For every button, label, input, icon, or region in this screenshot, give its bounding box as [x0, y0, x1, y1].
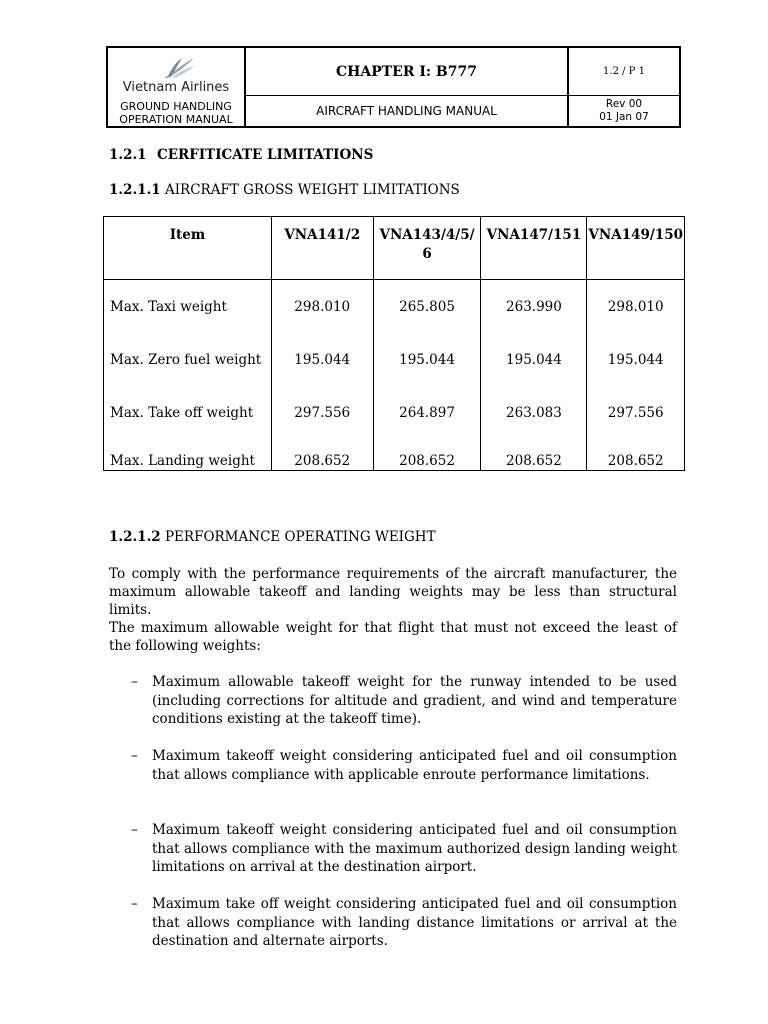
section-number: 1.2.1.2 — [109, 529, 161, 545]
table-header-cell: VNA147/151 — [481, 217, 587, 280]
table-cell: 195.044 — [271, 333, 373, 386]
paragraph: The maximum allowable weight for that flight that must not exceed the least of the following weights: — [109, 620, 677, 654]
table-header-cell: VNA141/2 — [271, 217, 373, 280]
table-cell: 208.652 — [481, 439, 587, 471]
table-cell: 208.652 — [373, 439, 481, 471]
table-cell: 297.556 — [271, 386, 373, 439]
list-item-text: Maximum takeoff weight considering anticipated fuel and oil consumption that allows compliance with the maximum authorized design landing weight limitations on arrival at the destination airport. — [152, 822, 677, 875]
table-cell: 264.897 — [373, 386, 481, 439]
table-cell: 195.044 — [587, 333, 685, 386]
table-cell: 265.805 — [373, 280, 481, 334]
table-header-cell: VNA143/4/5/ 6 — [373, 217, 481, 280]
table-cell: 298.010 — [587, 280, 685, 334]
table-cell: 208.652 — [587, 439, 685, 471]
table-row — [104, 333, 685, 386]
section-heading-1-2-1-1 — [109, 182, 460, 198]
table-row-label: Max. Taxi weight — [104, 280, 272, 334]
logo-cell — [108, 48, 246, 126]
table-cell: 298.010 — [271, 280, 373, 334]
manual-name-line2: OPERATION MANUAL — [119, 113, 233, 126]
table-cell: 263.990 — [481, 280, 587, 334]
logo-text: Vietnam Airlines — [122, 80, 230, 95]
list-item — [131, 895, 677, 951]
page-reference: 1.2 / P 1 — [569, 48, 679, 96]
table-cell: 297.556 — [587, 386, 685, 439]
table-cell: 195.044 — [481, 333, 587, 386]
bullet-dash: – — [131, 748, 138, 764]
table-row — [104, 280, 685, 334]
bullet-dash: – — [131, 896, 138, 912]
table-header-row — [104, 217, 685, 280]
table-header-cell: VNA149/150 — [587, 217, 685, 280]
bullet-dash: – — [131, 822, 138, 838]
revision-info — [569, 96, 679, 126]
gross-weight-table — [103, 216, 685, 471]
table-cell: 263.083 — [481, 386, 587, 439]
chapter-title: CHAPTER I: B777 — [246, 48, 569, 96]
section-title: AIRCRAFT GROSS WEIGHT LIMITATIONS — [160, 182, 460, 198]
section-number: 1.2.1 — [109, 147, 147, 163]
revision: Rev 00 — [605, 98, 643, 110]
list-item-text: Maximum allowable takeoff weight for the runway intended to be used (including corrections for altitude and gradient, and wind and temperature conditions existing at the takeoff time). — [152, 674, 677, 727]
manual-name-line1: GROUND HANDLING — [120, 100, 232, 113]
table-row-label: Max. Landing weight — [104, 439, 272, 471]
manual-name — [108, 100, 244, 126]
table-cell: 195.044 — [373, 333, 481, 386]
table-cell: 208.652 — [271, 439, 373, 471]
section-number: 1.2.1.1 — [109, 182, 161, 198]
section-title: PERFORMANCE OPERATING WEIGHT — [160, 529, 436, 545]
paragraph: To comply with the performance requirements of the aircraft manufacturer, the maximum allowable takeoff and landing weights may be less than structural limits. — [109, 566, 677, 618]
table-row-label: Max. Zero fuel weight — [104, 333, 272, 386]
list-item — [131, 821, 677, 877]
revision-date: 01 Jan 07 — [599, 111, 649, 123]
table-row — [104, 439, 685, 471]
document-header — [106, 46, 681, 128]
table-row-label: Max. Take off weight — [104, 386, 272, 439]
table-header-cell: Item — [104, 217, 272, 280]
bullet-dash: – — [131, 674, 138, 690]
lotus-logo-icon — [162, 56, 196, 80]
section-heading-1-2-1-2 — [109, 529, 436, 545]
list-item-text: Maximum takeoff weight considering anticipated fuel and oil consumption that allows compliance with applicable enroute performance limitations. — [152, 748, 677, 783]
section-title: CERFITICATE LIMITATIONS — [157, 147, 374, 163]
manual-title: AIRCRAFT HANDLING MANUAL — [246, 96, 569, 126]
list-item-text: Maximum take off weight considering anticipated fuel and oil consumption that allows compliance with landing distance limitations or arrival at the destination and alternate airports. — [152, 896, 677, 949]
table-body — [104, 280, 685, 471]
list-item — [131, 747, 677, 784]
list-item — [131, 673, 677, 729]
section-heading-1-2-1 — [109, 147, 373, 163]
table-row — [104, 386, 685, 439]
